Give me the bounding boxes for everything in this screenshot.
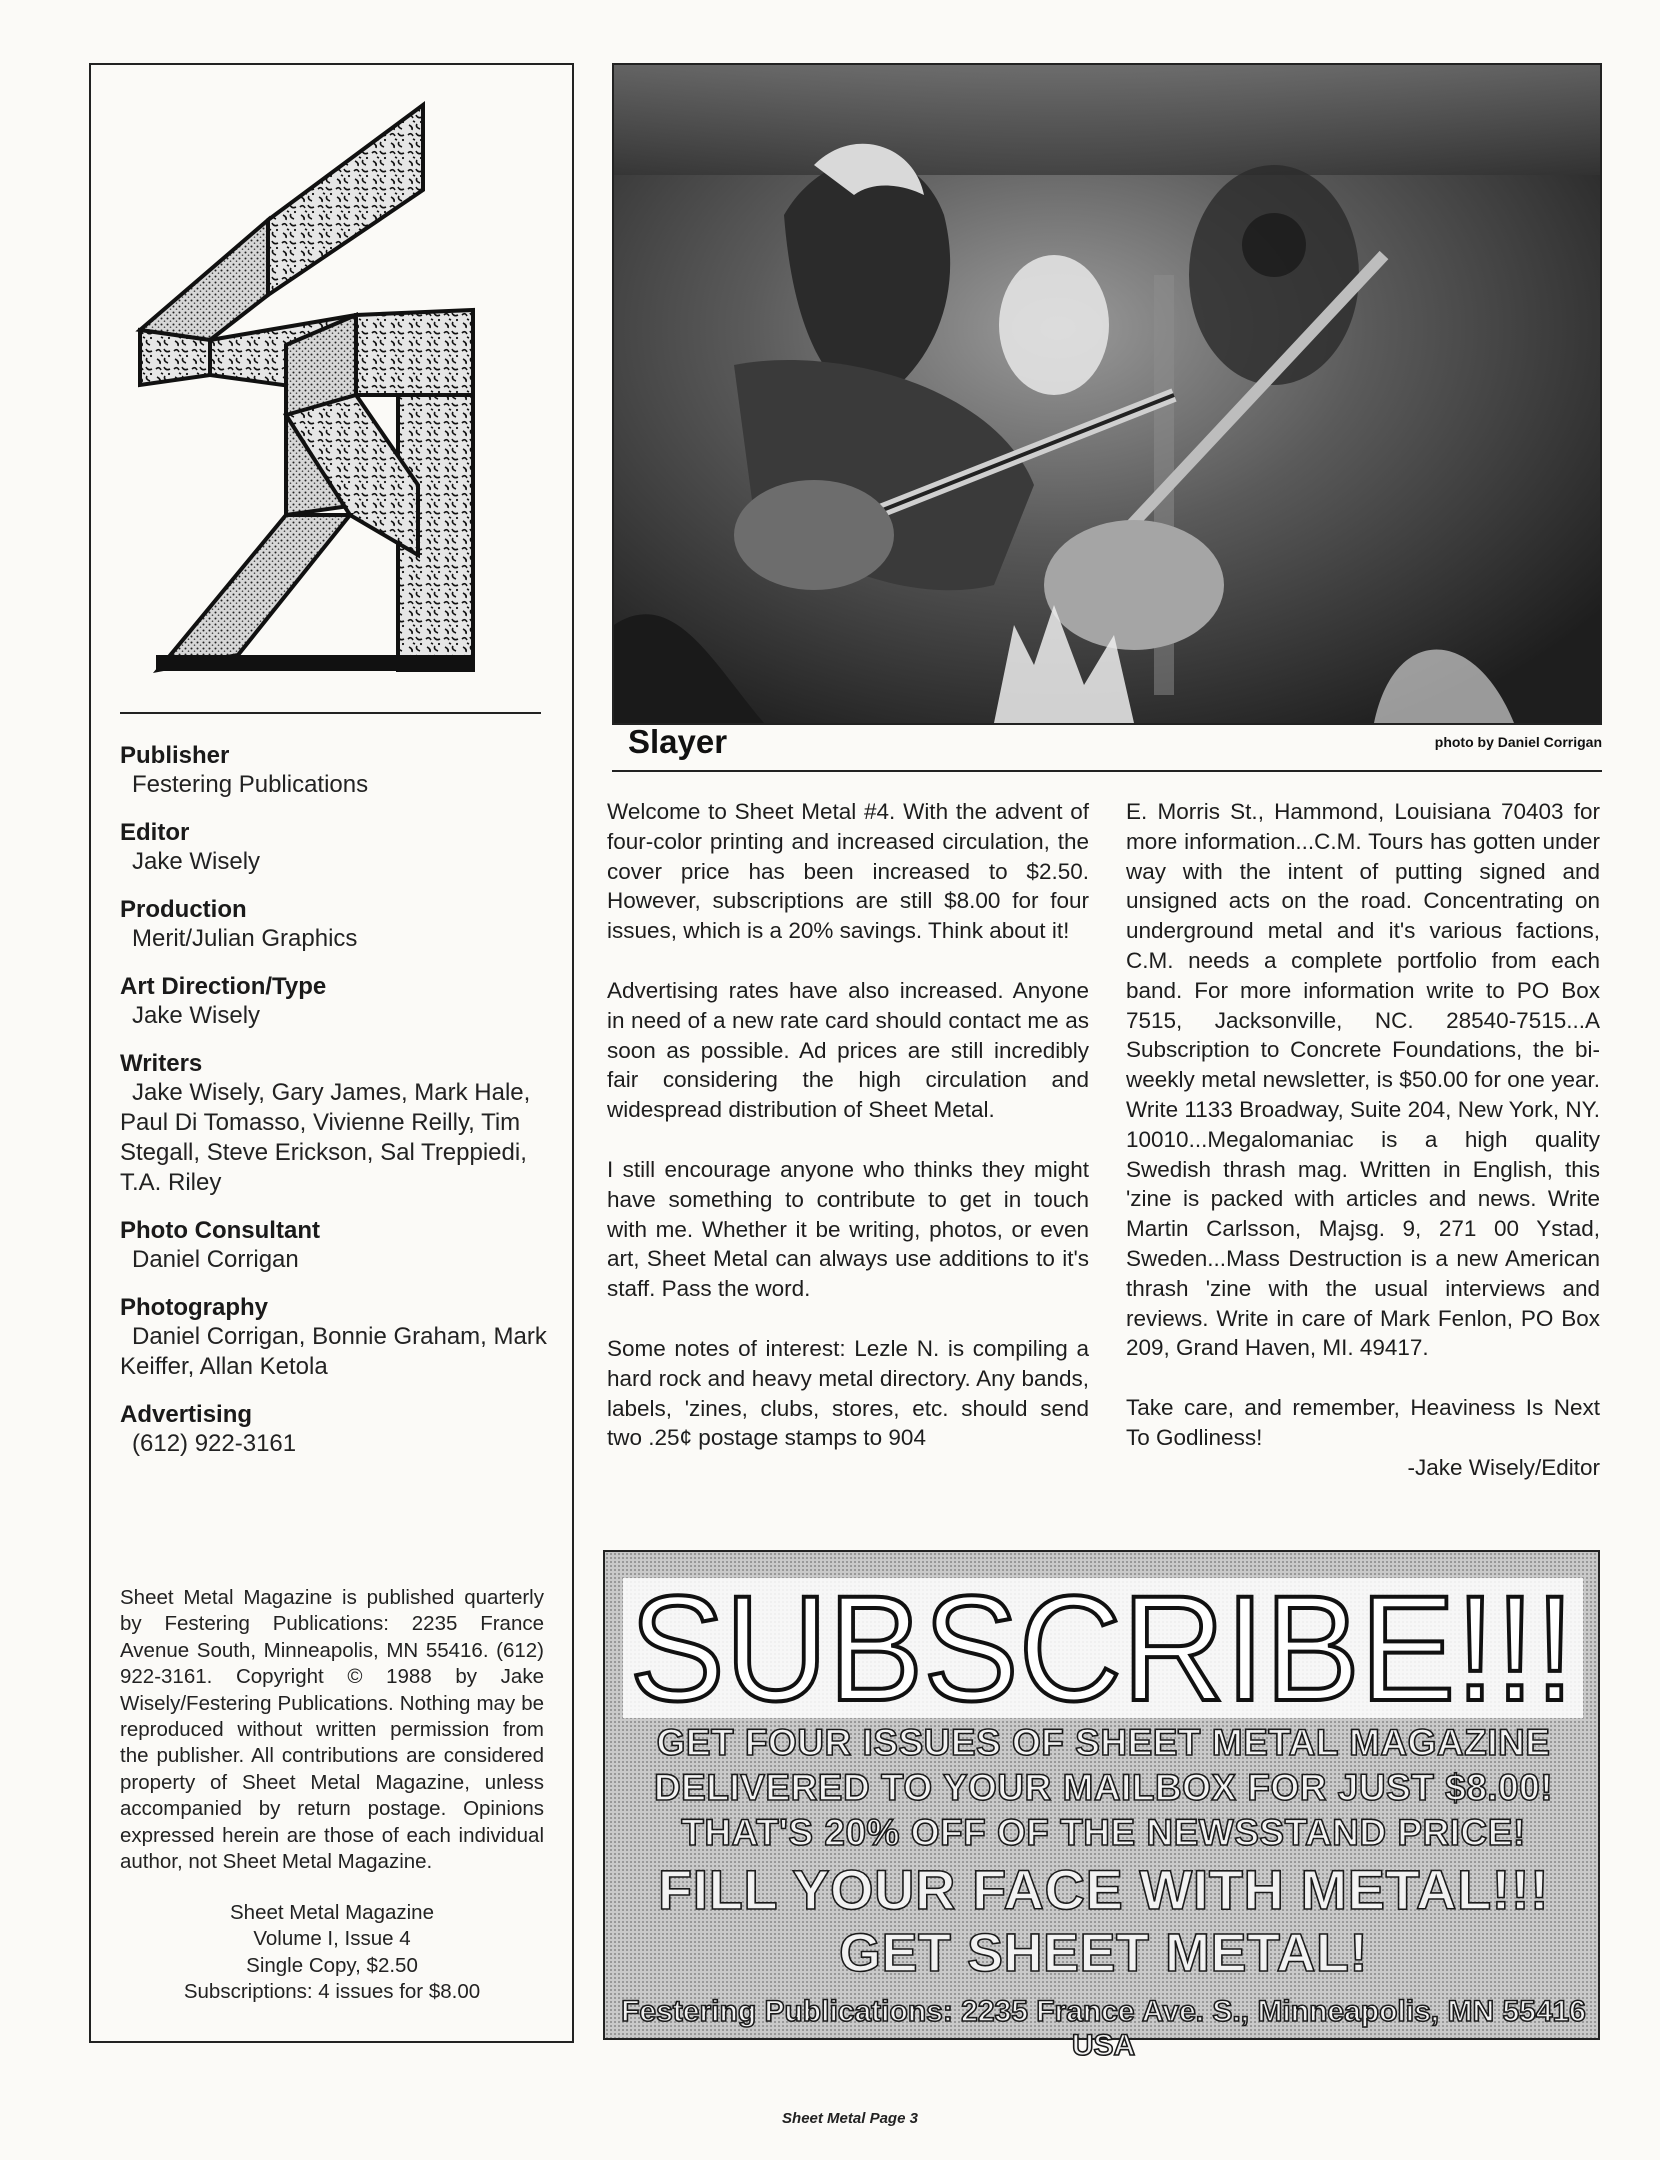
editorial-column-left bbox=[607, 797, 1089, 1483]
photo-caption: Slayer bbox=[628, 723, 728, 760]
ad-headline bbox=[615, 1572, 1590, 1722]
credit-editor bbox=[120, 819, 550, 877]
logo-divider bbox=[120, 712, 541, 714]
credit-production bbox=[120, 896, 550, 954]
ad-line: THAT'S 20% OFF OF THE NEWSSTAND PRICE! bbox=[681, 1812, 1526, 1853]
editorial-paragraph: E. Morris St., Hammond, Louisiana 70403 for more information...C.M. Tours has gotten under way with the intent of putting signed and unsigned acts on the road. Concentrating on underground metal and it's various factions, C.M. needs a complete portfolio from each band. For more information write to PO Box 7515, Jacksonville, NC. 28540-7515...A Subscription to Concrete Foundations, the bi-weekly metal newsletter, is $50.00 for one year. Write 1133 Broadway, Suite 204, New York, NY. 10010...Megalomaniac is a high quality Swedish thrash mag. Written in English, this 'zine is packed with articles and news. Write Martin Carlsson, Majsg. 9, 271 00 Ystad, Sweden...Mass Destruction is a new American thrash 'zine with the usual interviews and reviews. Write in care of Mark Fenlon, PO Box 209, Grand Haven, MI. 49417. bbox=[1126, 799, 1600, 1361]
sm-logo bbox=[118, 95, 546, 695]
editorial-column-right bbox=[1126, 797, 1600, 1483]
editorial-paragraph: Advertising rates have also increased. Anyone in need of a new rate card should contact me as soon as possible. Ad prices are still incredibly fair considering the high circulation and widespread distribution of Sheet Metal. bbox=[607, 977, 1089, 1123]
issue-subscriptions: Subscriptions: 4 issues for $8.00 bbox=[183, 1980, 481, 2004]
editorial-paragraph: Some notes of interest: Lezle N. is compiling a hard rock and heavy metal directory. Any bands, labels, 'zines, clubs, stores, etc. should send two .25¢ postage stamps to 904 bbox=[607, 1335, 1089, 1451]
issue-price: Single Copy, $2.50 bbox=[246, 1953, 418, 1977]
credit-value: Daniel Corrigan bbox=[132, 1246, 299, 1273]
concert-photo-image bbox=[614, 65, 1600, 723]
ad-slogan: GET SHEET METAL! bbox=[839, 1923, 1368, 1983]
credit-writers bbox=[120, 1050, 550, 1198]
staff-credits bbox=[120, 742, 550, 1478]
credit-value: Jake Wisely bbox=[132, 1002, 261, 1029]
credit-label: Publisher bbox=[120, 742, 230, 769]
credit-label: Photography bbox=[120, 1294, 268, 1321]
credit-value: Daniel Corrigan, Bonnie Graham, Mark Keiffer, Allan Ketola bbox=[120, 1323, 547, 1380]
credit-photography bbox=[120, 1294, 550, 1382]
concert-photo bbox=[612, 63, 1602, 725]
issue-title: Sheet Metal Magazine bbox=[230, 1901, 434, 1924]
ad-line: GET FOUR ISSUES OF SHEET METAL MAGAZINE bbox=[656, 1722, 1551, 1763]
editorial-paragraph: Take care, and remember, Heaviness Is Next To Godliness! bbox=[1126, 1395, 1600, 1450]
credit-label: Art Direction/Type bbox=[120, 973, 327, 1000]
credit-art-direction bbox=[120, 973, 550, 1031]
issue-volume: Volume I, Issue 4 bbox=[253, 1927, 411, 1951]
credit-label: Editor bbox=[120, 819, 190, 846]
page-footer: Sheet Metal Page 3 bbox=[782, 2110, 918, 2127]
issue-info bbox=[120, 1900, 544, 2006]
credit-value: Festering Publications bbox=[132, 771, 369, 798]
credit-label: Photo Consultant bbox=[120, 1217, 320, 1244]
ad-address: Festering Publications: 2235 France Ave. S., Minneapolis, MN 55416 USA bbox=[621, 1995, 1586, 2062]
credit-value: Jake Wisely bbox=[132, 848, 261, 875]
credit-value: Jake Wisely, Gary James, Mark Hale, Paul Di Tomasso, Vivienne Reilly, Tim Stegall, Steve Erickson, Sal Treppiedi, T.A. Riley bbox=[120, 1079, 531, 1196]
credit-publisher bbox=[120, 742, 550, 800]
credit-value: (612) 922-3161 bbox=[132, 1430, 297, 1457]
credit-photo-consultant bbox=[120, 1217, 550, 1275]
editor-signature: -Jake Wisely/Editor bbox=[1407, 1454, 1600, 1480]
photo-credit: photo by Daniel Corrigan bbox=[1434, 734, 1602, 750]
ad-line: DELIVERED TO YOUR MAILBOX FOR JUST $8.00! bbox=[653, 1767, 1554, 1808]
ad-slogan: FILL YOUR FACE WITH METAL!!! bbox=[657, 1858, 1550, 1921]
publication-notice: Sheet Metal Magazine is published quarterly by Festering Publications: 2235 France Avenue South, Minneapolis, MN 55416. (612) 922-3161. Copyright © 1988 by Jake Wisely/Festering Publications. Nothing may be reproduced without written permission from the publisher. All contributions are considered property of Sheet Metal Magazine, unless accompanied by return postage. Opinions expressed herein are those of each individual author, not Sheet Metal Magazine. bbox=[120, 1586, 544, 1874]
credit-label: Production bbox=[120, 896, 247, 923]
credit-value: Merit/Julian Graphics bbox=[132, 925, 358, 952]
editorial-paragraph: I still encourage anyone who thinks they might have something to contribute to get in touch with me. Whether it be writing, photos, or even art, Sheet Metal can always use additions to it's staff. Pass the word. bbox=[607, 1156, 1089, 1302]
caption-divider bbox=[612, 770, 1602, 772]
credit-label: Writers bbox=[120, 1050, 203, 1077]
editorial-paragraph: Welcome to Sheet Metal #4. With the advent of four-color printing and increased circulation, the cover price has been increased to $2.50. However, subscriptions are still $8.00 for four issues, which is a 20% savings. Think about it! bbox=[607, 799, 1089, 944]
credit-label: Advertising bbox=[120, 1401, 253, 1428]
ad-headline-text: SUBSCRIBE!!! bbox=[629, 1572, 1575, 1722]
credit-advertising bbox=[120, 1401, 550, 1459]
